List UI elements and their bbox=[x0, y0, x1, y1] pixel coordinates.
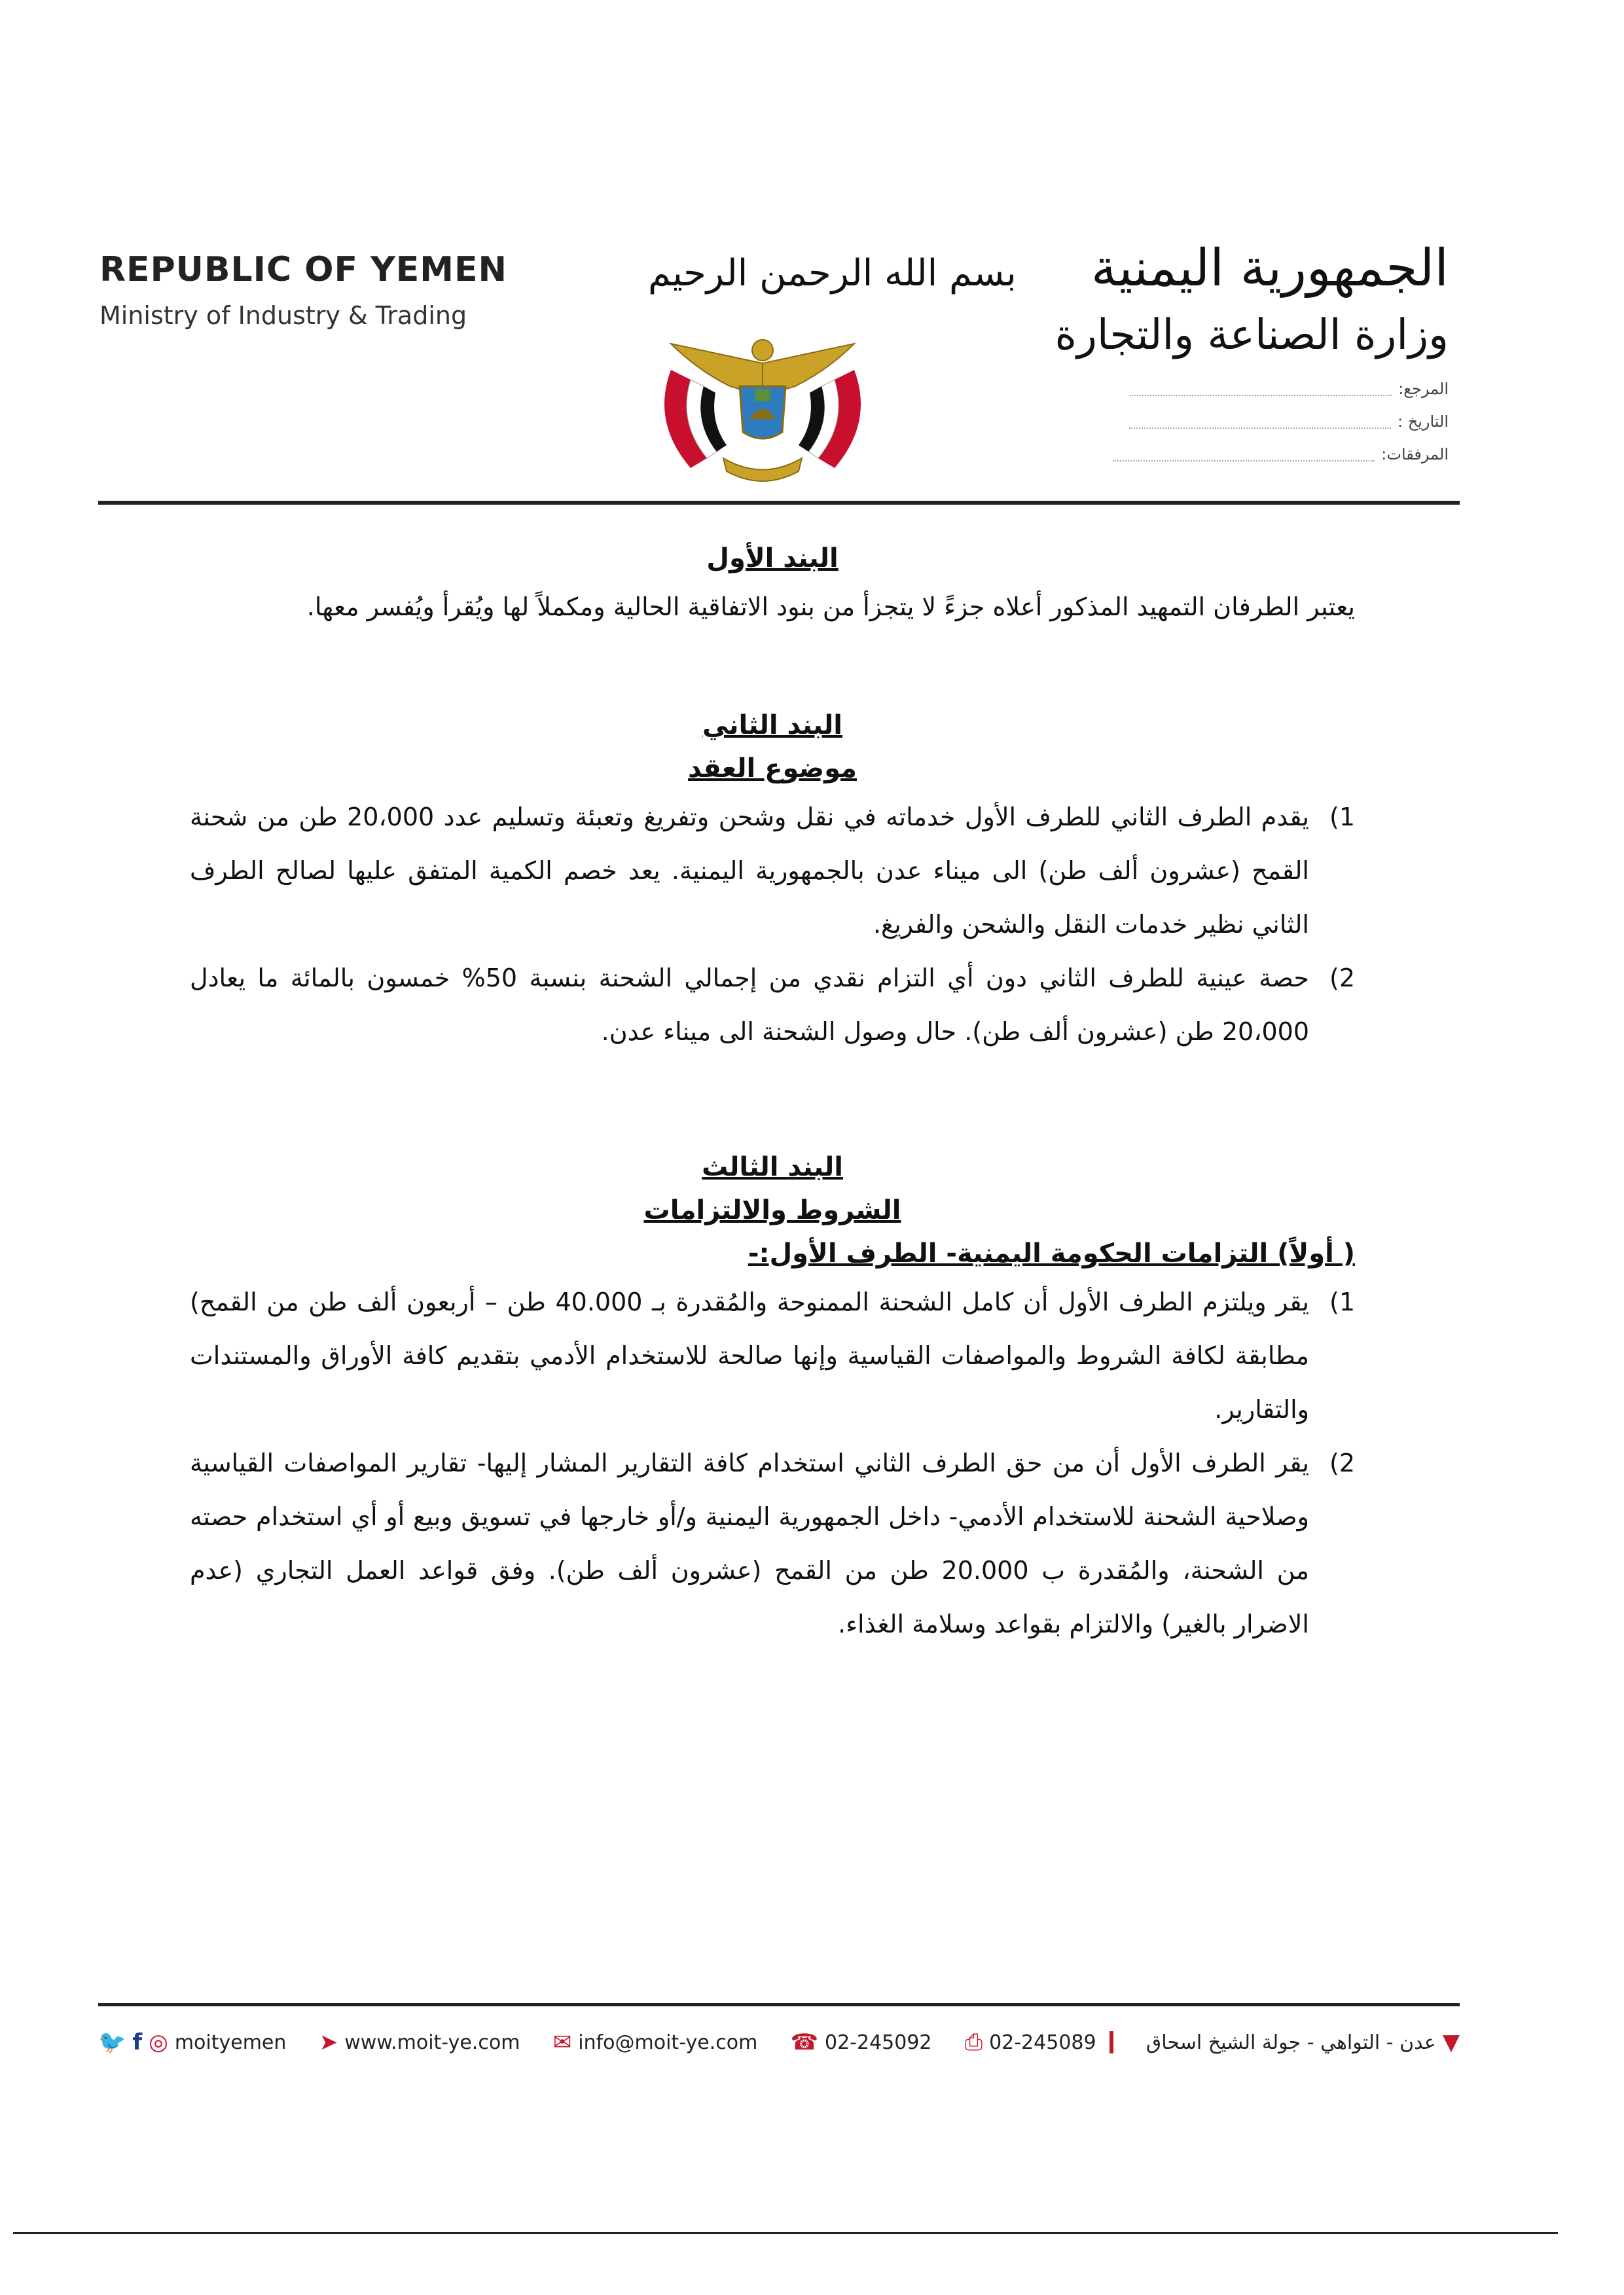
ministry-english-title: REPUBLIC OF YEMEN bbox=[99, 250, 508, 289]
footer-contacts bbox=[98, 2023, 1460, 2062]
address-group bbox=[1146, 2029, 1460, 2055]
reference-field bbox=[1130, 380, 1449, 398]
cursor-icon: ➤ bbox=[319, 2029, 338, 2055]
reference-line bbox=[1130, 382, 1392, 396]
ministry-english-subtitle: Ministry of Industry & Trading bbox=[99, 301, 467, 330]
clause-3-subheading: الشروط والالتزامات bbox=[643, 1195, 901, 1225]
clause-1-text: يعتبر الطرفان التمهيد المذكور أعلاه جزءً لا يتجزأ من بنود الاتفاقية الحالية ومكملاً لها ويُقرأ ويُفسر معها. bbox=[306, 592, 1355, 621]
mail-icon: ✉ bbox=[552, 2029, 572, 2055]
date-field bbox=[1129, 412, 1449, 431]
item-number: 1) bbox=[1329, 803, 1355, 831]
item-number: 1) bbox=[1329, 1288, 1355, 1316]
basmala: بسم الله الرحمن الرحيم bbox=[648, 252, 1017, 295]
phone-icon: ☎ bbox=[790, 2029, 818, 2055]
social-group bbox=[98, 2029, 286, 2055]
facebook-icon[interactable]: f bbox=[132, 2029, 143, 2055]
clause-2-heading: البند الثاني bbox=[702, 710, 842, 740]
footer-divider bbox=[98, 2003, 1460, 2006]
clause-1 bbox=[190, 543, 1355, 634]
ministry-arabic-title: الجمهورية اليمنية bbox=[1091, 239, 1449, 298]
item-text: حصة عينية للطرف الثاني دون أي التزام نقدي من إجمالي الشحنة بنسبة 50% خمسون بالمائة ما يعادل 20،000 طن (عشرون ألف طن). حال وصول الشحنة الى ميناء عدن. bbox=[190, 964, 1309, 1046]
reference-label: المرجع: bbox=[1398, 380, 1449, 398]
item-text: يقر الطرف الأول أن من حق الطرف الثاني استخدام كافة التقارير المشار إليها- تقارير المواصفات القياسية وصلاحية الشحنة للاستخدام الأدمي- داخل الجمهورية اليمنية و/أو خارجها في تسويق وبيع أو أي استخدام حصته من الشحنة، والمُقدرة ب 20.000 طن من القمح (عشرون ألف طن). وفق قواعد العمل التجاري (عدم الاضرار بالغير) والالتزام بقواعد وسلامة الغذاء. bbox=[190, 1449, 1309, 1638]
header-divider bbox=[98, 501, 1460, 505]
yemen-eagle-emblem-icon bbox=[645, 324, 880, 494]
date-label: التاريخ : bbox=[1397, 412, 1449, 431]
fax-number: 02-245089 bbox=[989, 2031, 1096, 2054]
phone-number: 02-245092 bbox=[825, 2031, 932, 2054]
website-group bbox=[319, 2029, 520, 2055]
clause-3-item bbox=[190, 1436, 1355, 1651]
item-number: 2) bbox=[1329, 964, 1355, 992]
clause-3-item bbox=[190, 1275, 1355, 1436]
email-link[interactable]: info@moit-ye.com bbox=[578, 2031, 758, 2054]
fax-icon: ⎙ bbox=[964, 2029, 983, 2055]
ministry-arabic-subtitle: وزارة الصناعة والتجارة bbox=[1055, 311, 1449, 359]
phone-group bbox=[791, 2029, 932, 2055]
date-line bbox=[1129, 414, 1391, 429]
clause-2-subheading: موضوع العقد bbox=[687, 753, 857, 784]
attachments-line bbox=[1113, 447, 1375, 461]
item-text: يقر ويلتزم الطرف الأول أن كامل الشحنة الممنوحة والمُقدرة بـ 40.000 طن – أربعون ألف طن من القمح) مطابقة لكافة الشروط والمواصفات القياسية وإنها صالحة للاستخدام الأدمي بتقديم كافة الأوراق والمستندات والتقارير. bbox=[190, 1288, 1310, 1424]
clause-3 bbox=[190, 1152, 1355, 1651]
email-group bbox=[553, 2029, 758, 2055]
fax-group bbox=[965, 2029, 1113, 2055]
social-handle: moityemen bbox=[174, 2031, 287, 2054]
clause-3-heading: البند الثالث bbox=[702, 1152, 843, 1182]
item-text: يقدم الطرف الثاني للطرف الأول خدماته في نقل وشحن وتفريغ وتعبئة وتسليم عدد 20،000 طن من شحنة القمح (عشرون ألف طن) الى ميناء عدن بالجمهورية اليمنية. يعد خصم الكمية المتفق عليها لصالح الطرف الثاني نظير خدمات النقل والشحن والفريغ. bbox=[190, 803, 1309, 939]
clause-2 bbox=[190, 710, 1355, 1058]
attachments-label: المرفقات: bbox=[1381, 445, 1449, 463]
separator-bar bbox=[1110, 2031, 1113, 2053]
address-text: عدن - التواهي - جولة الشيخ اسحاق bbox=[1146, 2031, 1436, 2054]
twitter-icon[interactable]: 🐦 bbox=[98, 2029, 126, 2055]
clause-3-section-title: ( أولاً) التزامات الحكومة اليمنية- الطرف الأول:- bbox=[748, 1238, 1355, 1269]
item-number: 2) bbox=[1329, 1449, 1355, 1477]
clause-2-item bbox=[190, 790, 1355, 951]
scan-edge-line bbox=[13, 2232, 1558, 2234]
attachments-field bbox=[1113, 445, 1449, 463]
location-pin-icon: ▼ bbox=[1442, 2029, 1460, 2055]
clause-2-item bbox=[190, 951, 1355, 1058]
website-link[interactable]: www.moit-ye.com bbox=[344, 2031, 520, 2054]
instagram-icon[interactable]: ◎ bbox=[149, 2029, 168, 2055]
clause-1-heading: البند الأول bbox=[706, 543, 839, 573]
